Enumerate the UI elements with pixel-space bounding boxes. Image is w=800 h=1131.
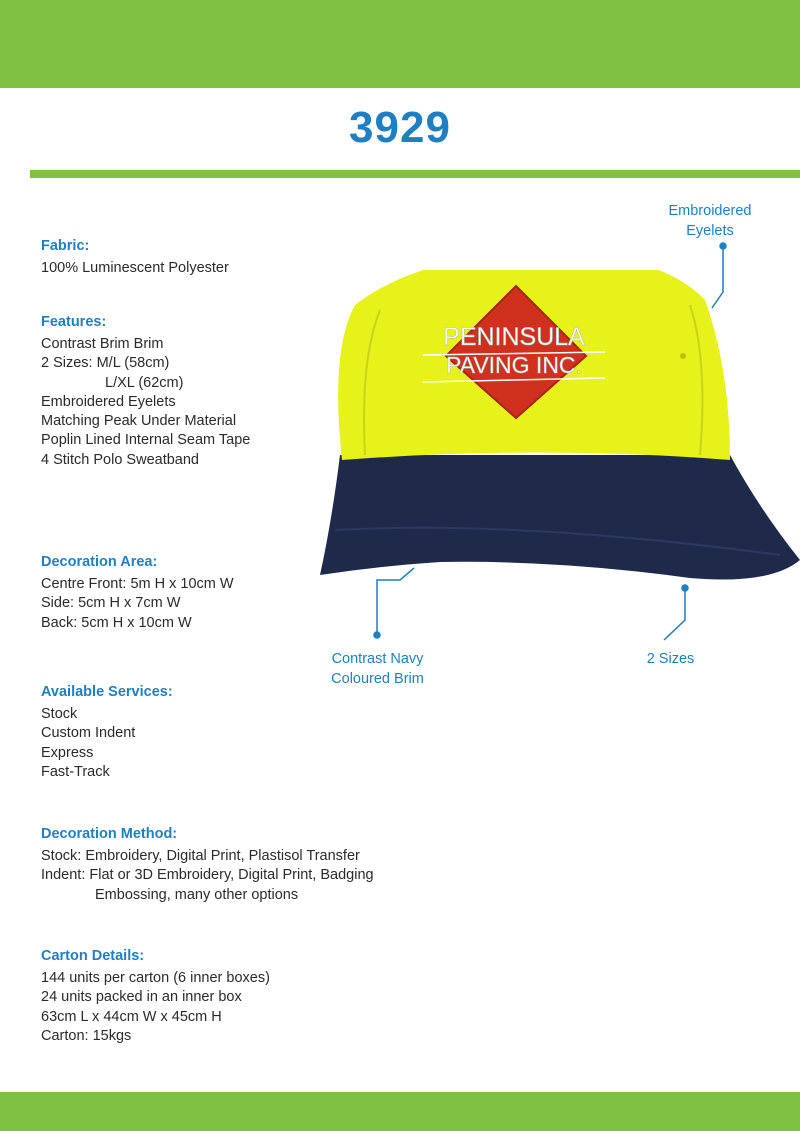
sizes-leader-dot: [682, 585, 688, 591]
decoration-method-heading: Decoration Method:: [41, 826, 178, 842]
decoration-method-line: Embossing, many other options: [95, 886, 299, 903]
callout-brim-line2: Coloured Brim: [331, 670, 424, 687]
decoration-area-line: Back: 5cm H x 10cm W: [41, 614, 192, 631]
decoration-area-line: Side: 5cm H x 7cm W: [41, 595, 181, 612]
fabric-line: 100% Luminescent Polyester: [41, 260, 229, 276]
eyelets-leader-line: [712, 248, 723, 308]
callout-eyelets-line2: Eyelets: [686, 222, 734, 239]
carton-line: 144 units per carton (6 inner boxes): [41, 970, 270, 986]
services-line: Stock: [41, 706, 78, 722]
carton-line: 63cm L x 44cm W x 45cm H: [41, 1008, 222, 1025]
logo-text-line2: PAVING INC.: [446, 352, 582, 378]
brim-leader-line: [377, 568, 414, 632]
decoration-area-heading: Decoration Area:: [41, 554, 158, 570]
carton-line: Carton: 15kgs: [41, 1027, 132, 1044]
features-heading: Features:: [41, 314, 107, 330]
features-line: 2 Sizes: M/L (58cm): [41, 355, 170, 372]
features-line: Poplin Lined Internal Seam Tape: [41, 432, 251, 449]
features-line: Matching Peak Under Material: [41, 413, 237, 430]
fabric-heading: Fabric:: [41, 238, 90, 254]
services-heading: Available Services:: [41, 684, 173, 700]
decoration-method-line: Indent: Flat or 3D Embroidery, Digital Print, Badging: [41, 867, 374, 884]
carton-line: 24 units packed in an inner box: [41, 989, 242, 1006]
callout-brim-line1: Contrast Navy: [331, 651, 424, 667]
services-line: Custom Indent: [41, 725, 136, 742]
callout-embroidered-eyelets: [660, 202, 760, 241]
callout-two-sizes: [628, 650, 713, 670]
features-line: Contrast Brim Brim: [41, 336, 164, 352]
product-code: 3929: [349, 103, 451, 152]
bottom-green-band: [0, 1092, 800, 1131]
callout-contrast-brim: [310, 650, 445, 689]
decoration-method-line: Stock: Embroidery, Digital Print, Plastisol Transfer: [41, 848, 360, 864]
logo-text-line1: PENINSULA: [443, 323, 585, 351]
sizes-leader-line: [664, 590, 685, 640]
brim-leader-dot: [374, 632, 380, 638]
features-line: Embroidered Eyelets: [41, 393, 176, 410]
decoration-area-line: Centre Front: 5m H x 10cm W: [41, 576, 234, 592]
features-line: 4 Stitch Polo Sweatband: [41, 451, 199, 468]
callout-sizes-line1: 2 Sizes: [646, 651, 695, 667]
eyelets-leader-dot: [720, 243, 726, 249]
callout-eyelets-line1: Embroidered: [668, 203, 752, 219]
carton-heading: Carton Details:: [41, 948, 145, 964]
services-line: Fast-Track: [41, 763, 110, 780]
features-line: L/XL (62cm): [105, 374, 184, 391]
services-line: Express: [41, 744, 94, 761]
